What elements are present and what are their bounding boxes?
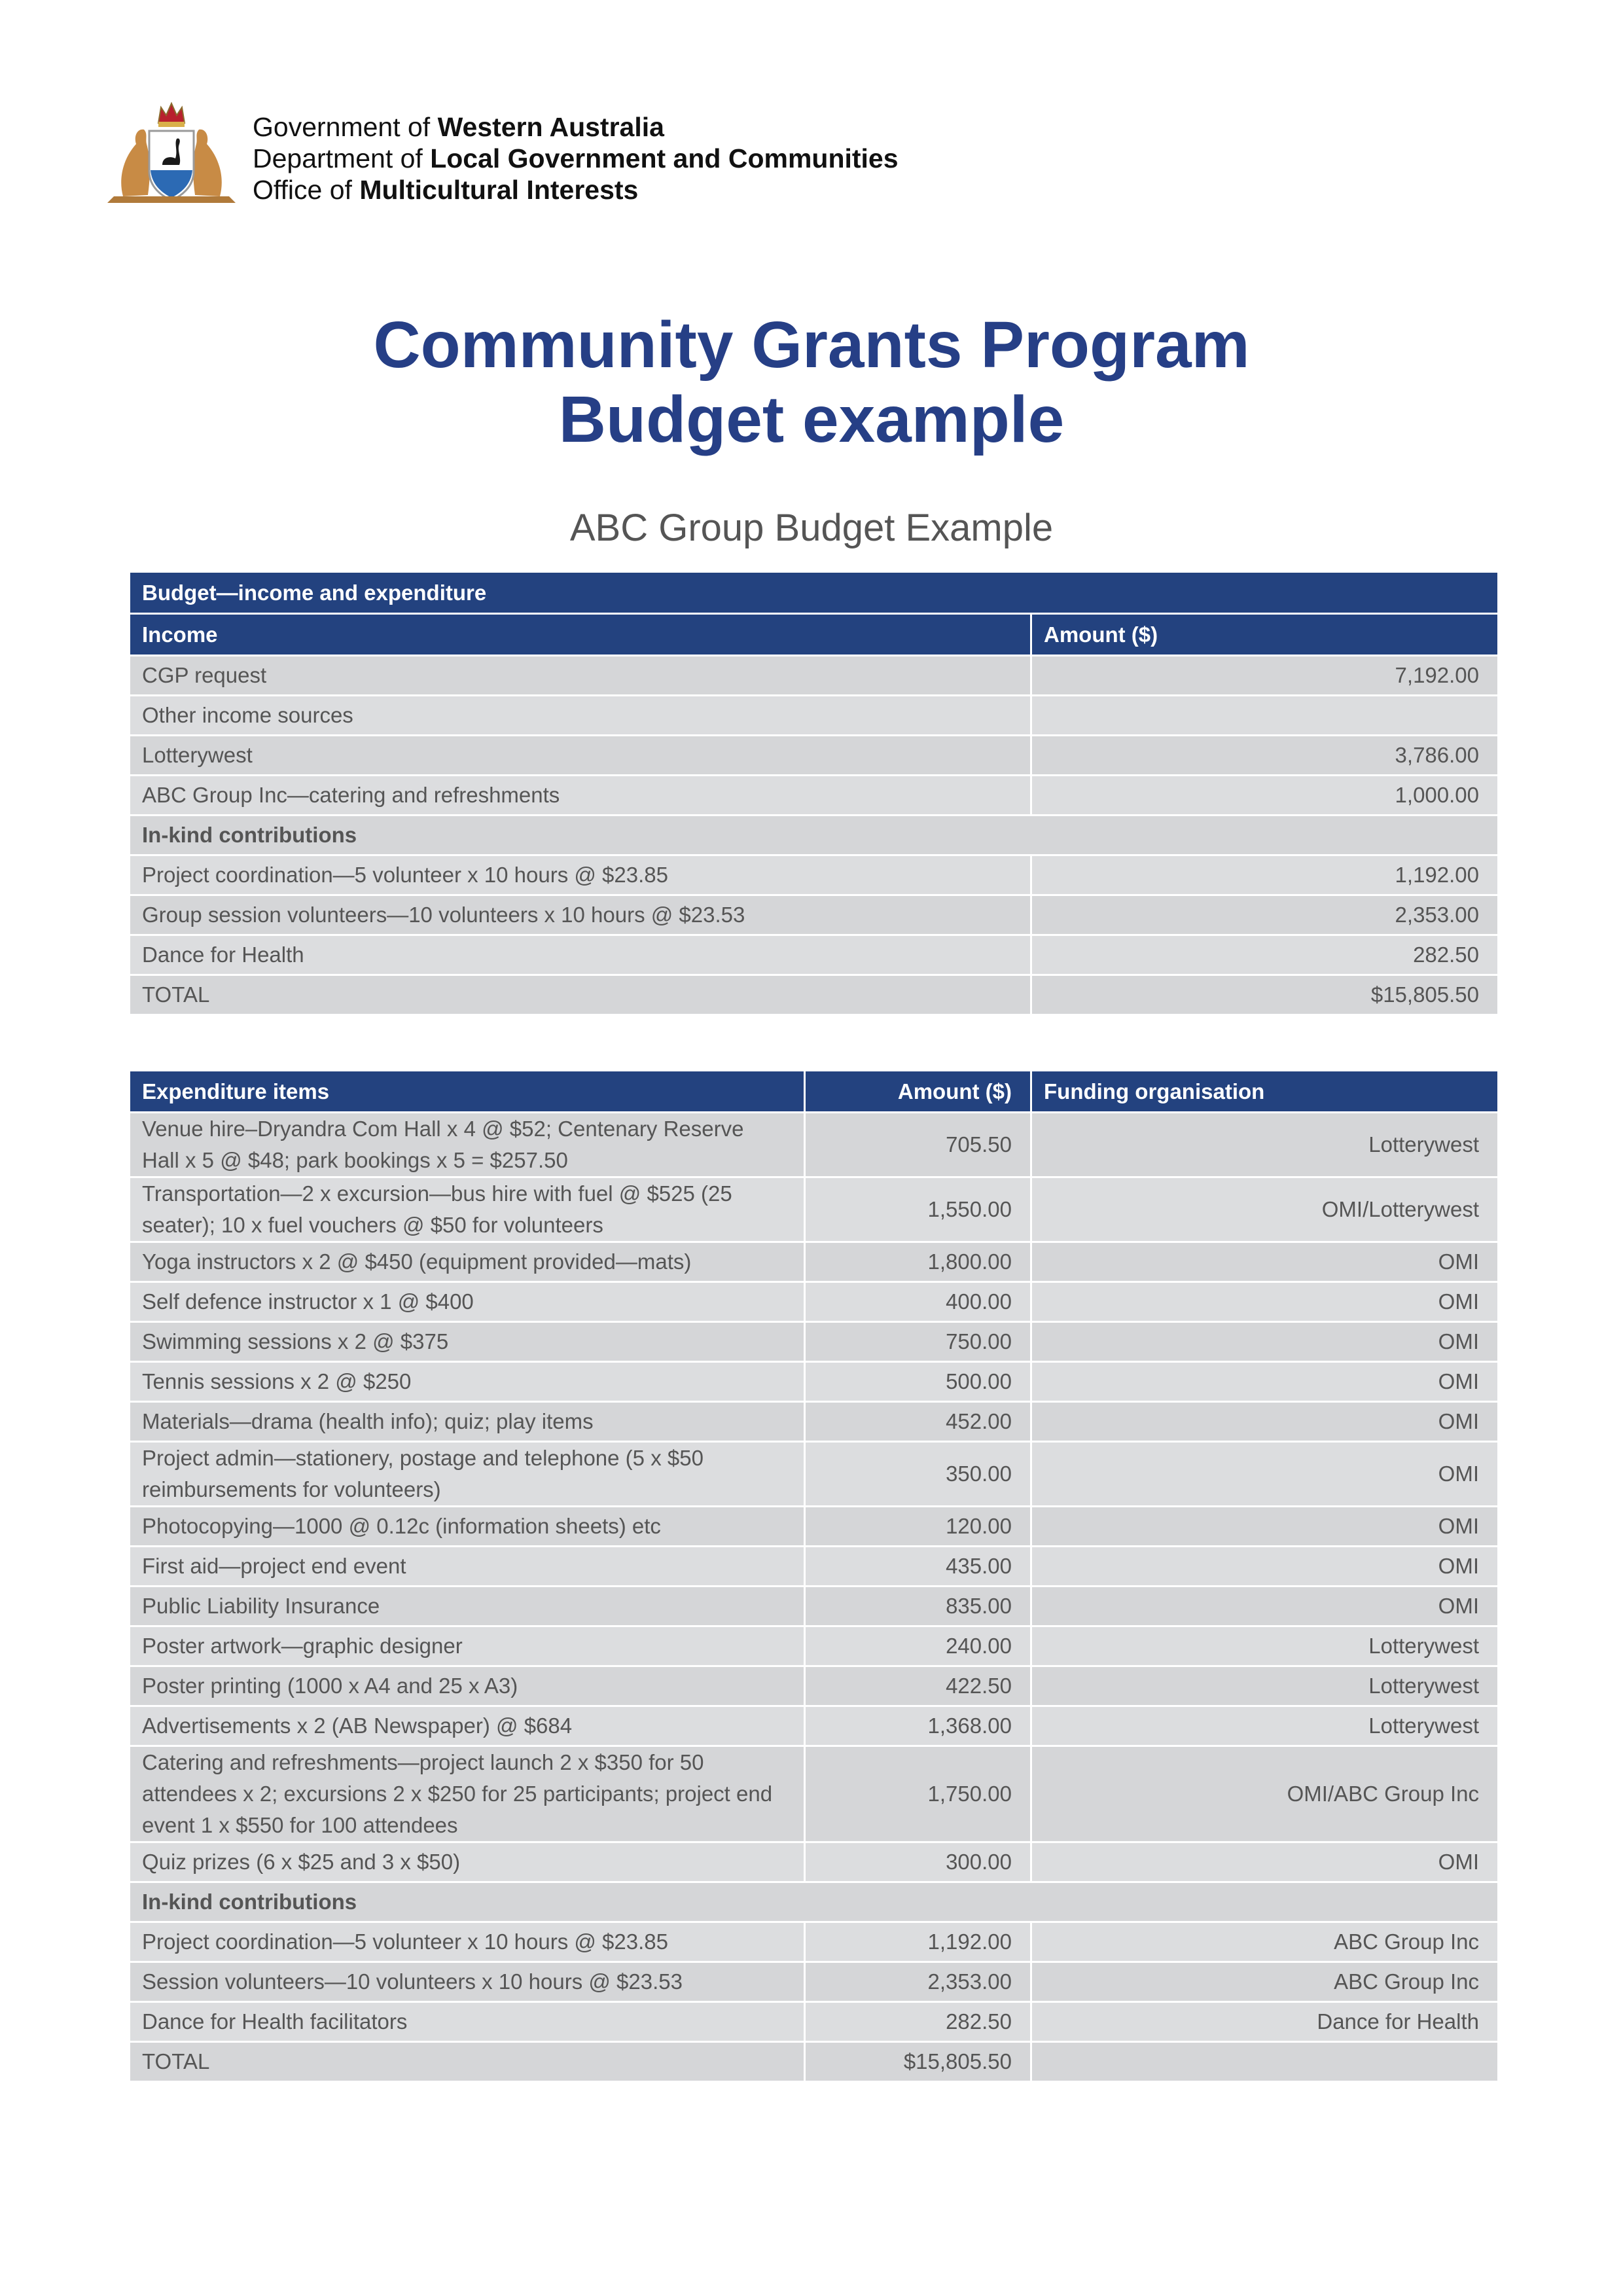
wa-coat-of-arms-logo xyxy=(98,98,245,208)
expenditure-amount: 350.00 xyxy=(805,1442,1031,1507)
gov-line-3-bold: Multicultural Interests xyxy=(359,175,639,205)
expenditure-item: Project coordination—5 volunteer x 10 hours @ $23.85 xyxy=(130,1922,805,1962)
amount-col-header: Amount ($) xyxy=(1031,614,1499,656)
expenditure-item: Advertisements x 2 (AB Newspaper) @ $684 xyxy=(130,1706,805,1746)
expenditure-amount: 422.50 xyxy=(805,1666,1031,1706)
expenditure-item: Venue hire–Dryandra Com Hall x 4 @ $52; Centenary Reserve Hall x 5 @ $48; park bookings x 5 = $257.50 xyxy=(130,1113,805,1177)
income-subheading-row xyxy=(130,816,1499,855)
income-amount: 1,000.00 xyxy=(1031,776,1499,816)
expenditure-item: Quiz prizes (6 x $25 and 3 x $50) xyxy=(130,1842,805,1882)
income-amount: $15,805.50 xyxy=(1031,975,1499,1015)
income-section-header xyxy=(130,572,1499,614)
funding-organisation: OMI xyxy=(1031,1242,1499,1282)
expenditure-row xyxy=(130,1113,1499,1177)
expenditure-row xyxy=(130,1842,1499,1882)
expenditure-amount: 435.00 xyxy=(805,1547,1031,1587)
expenditure-item: Public Liability Insurance xyxy=(130,1587,805,1626)
income-col-header: Income xyxy=(130,614,1031,656)
funding-organisation: OMI xyxy=(1031,1842,1499,1882)
expenditure-item: Yoga instructors x 2 @ $450 (equipment provided—mats) xyxy=(130,1242,805,1282)
expenditure-column-header xyxy=(130,1071,1499,1113)
gov-line-2-prefix: Department of xyxy=(253,143,431,173)
income-label: Other income sources xyxy=(130,696,1031,736)
expenditure-amount: 1,550.00 xyxy=(805,1177,1031,1242)
expenditure-amount: 2,353.00 xyxy=(805,1962,1031,2002)
gov-line-2-bold: Local Government and Communities xyxy=(430,143,899,173)
income-label: Project coordination—5 volunteer x 10 hours @ $23.85 xyxy=(130,855,1031,895)
income-amount: 3,786.00 xyxy=(1031,736,1499,776)
funding-organisation: Dance for Health xyxy=(1031,2002,1499,2042)
gov-line-2 xyxy=(253,143,899,174)
expenditure-row xyxy=(130,1402,1499,1442)
income-row xyxy=(130,776,1499,816)
page-title xyxy=(0,308,1623,457)
expenditure-item: Materials—drama (health info); quiz; play items xyxy=(130,1402,805,1442)
funding-organisation: OMI xyxy=(1031,1547,1499,1587)
expenditure-row xyxy=(130,1282,1499,1322)
expenditure-amount: 1,368.00 xyxy=(805,1706,1031,1746)
expenditure-item: Transportation—2 x excursion—bus hire with fuel @ $525 (25 seater); 10 x fuel vouchers @ $50 for volunteers xyxy=(130,1177,805,1242)
income-label: CGP request xyxy=(130,656,1031,696)
expenditure-amount: 1,800.00 xyxy=(805,1242,1031,1282)
expenditure-item: Dance for Health facilitators xyxy=(130,2002,805,2042)
funding-organisation: OMI xyxy=(1031,1402,1499,1442)
items-col-header: Expenditure items xyxy=(130,1071,805,1113)
amount-col-header: Amount ($) xyxy=(805,1071,1031,1113)
funding-organisation: ABC Group Inc xyxy=(1031,1962,1499,2002)
expenditure-amount: 750.00 xyxy=(805,1322,1031,1362)
income-amount: 2,353.00 xyxy=(1031,895,1499,935)
expenditure-amount: 400.00 xyxy=(805,1282,1031,1322)
total-label: TOTAL xyxy=(130,2042,805,2082)
expenditure-row xyxy=(130,1746,1499,1842)
expenditure-amount: 500.00 xyxy=(805,1362,1031,1402)
page-title-line-1: Community Grants Program xyxy=(373,308,1250,382)
gov-line-3-prefix: Office of xyxy=(253,175,360,205)
section-title-cell: Budget—income and expenditure xyxy=(130,572,1499,614)
expenditure-amount: 452.00 xyxy=(805,1402,1031,1442)
expenditure-subheading: In-kind contributions xyxy=(130,1882,1499,1922)
expenditure-row xyxy=(130,1177,1499,1242)
funding-organisation: OMI/ABC Group Inc xyxy=(1031,1746,1499,1842)
income-amount xyxy=(1031,696,1499,736)
funding-organisation: OMI xyxy=(1031,1587,1499,1626)
expenditure-item: Poster printing (1000 x A4 and 25 x A3) xyxy=(130,1666,805,1706)
income-amount: 282.50 xyxy=(1031,935,1499,975)
expenditure-amount: 705.50 xyxy=(805,1113,1031,1177)
expenditure-item: Swimming sessions x 2 @ $375 xyxy=(130,1322,805,1362)
income-subheading: In-kind contributions xyxy=(130,816,1499,855)
expenditure-amount: 1,192.00 xyxy=(805,1922,1031,1962)
income-row xyxy=(130,895,1499,935)
total-amount: $15,805.50 xyxy=(805,2042,1031,2082)
government-header xyxy=(253,111,899,206)
expenditure-row xyxy=(130,1706,1499,1746)
inkind-row xyxy=(130,1962,1499,2002)
income-row xyxy=(130,696,1499,736)
income-row xyxy=(130,736,1499,776)
expenditure-amount: 300.00 xyxy=(805,1842,1031,1882)
gov-line-1-prefix: Government of xyxy=(253,112,438,142)
funding-organisation: Lotterywest xyxy=(1031,1626,1499,1666)
funding-organisation: OMI xyxy=(1031,1282,1499,1322)
gov-line-3 xyxy=(253,174,899,206)
expenditure-item: Catering and refreshments—project launch 2 x $350 for 50 attendees x 2; excursions 2 x $250 for 25 participants; project end event 1 x $550 for 100 attendees xyxy=(130,1746,805,1842)
expenditure-item: First aid—project end event xyxy=(130,1547,805,1587)
expenditure-item: Poster artwork—graphic designer xyxy=(130,1626,805,1666)
funding-organisation: Lotterywest xyxy=(1031,1666,1499,1706)
funding-organisation: ABC Group Inc xyxy=(1031,1922,1499,1962)
income-label: TOTAL xyxy=(130,975,1031,1015)
expenditure-table xyxy=(128,1069,1499,2083)
funding-organisation: OMI xyxy=(1031,1442,1499,1507)
income-table xyxy=(128,571,1499,1016)
income-label: ABC Group Inc—catering and refreshments xyxy=(130,776,1031,816)
coat-of-arms-icon xyxy=(98,98,245,208)
income-row xyxy=(130,855,1499,895)
expenditure-item: Photocopying—1000 @ 0.12c (information sheets) etc xyxy=(130,1507,805,1547)
funding-organisation: OMI xyxy=(1031,1507,1499,1547)
expenditure-amount: 282.50 xyxy=(805,2002,1031,2042)
expenditure-item: Tennis sessions x 2 @ $250 xyxy=(130,1362,805,1402)
funding-organisation: OMI xyxy=(1031,1322,1499,1362)
expenditure-row xyxy=(130,1442,1499,1507)
page-subtitle: ABC Group Budget Example xyxy=(569,507,1054,549)
expenditure-row xyxy=(130,1322,1499,1362)
expenditure-row xyxy=(130,1626,1499,1666)
income-label: Lotterywest xyxy=(130,736,1031,776)
expenditure-total-row xyxy=(130,2042,1499,2082)
expenditure-amount: 240.00 xyxy=(805,1626,1031,1666)
expenditure-amount: 120.00 xyxy=(805,1507,1031,1547)
expenditure-amount: 835.00 xyxy=(805,1587,1031,1626)
total-funding xyxy=(1031,2042,1499,2082)
expenditure-item: Session volunteers—10 volunteers x 10 hours @ $23.53 xyxy=(130,1962,805,2002)
funding-col-header: Funding organisation xyxy=(1031,1071,1499,1113)
expenditure-row xyxy=(130,1547,1499,1587)
income-row xyxy=(130,975,1499,1015)
expenditure-row xyxy=(130,1362,1499,1402)
expenditure-amount: 1,750.00 xyxy=(805,1746,1031,1842)
expenditure-row xyxy=(130,1666,1499,1706)
expenditure-row xyxy=(130,1242,1499,1282)
income-row xyxy=(130,656,1499,696)
funding-organisation: OMI/Lotterywest xyxy=(1031,1177,1499,1242)
page-title-line-2: Budget example xyxy=(558,383,1065,456)
expenditure-item: Project admin—stationery, postage and telephone (5 x $50 reimbursements for volunteers) xyxy=(130,1442,805,1507)
funding-organisation: OMI xyxy=(1031,1362,1499,1402)
expenditure-row xyxy=(130,1587,1499,1626)
gov-line-1 xyxy=(253,111,899,143)
expenditure-item: Self defence instructor x 1 @ $400 xyxy=(130,1282,805,1322)
income-amount: 1,192.00 xyxy=(1031,855,1499,895)
inkind-row xyxy=(130,2002,1499,2042)
inkind-row xyxy=(130,1922,1499,1962)
income-amount: 7,192.00 xyxy=(1031,656,1499,696)
gov-line-1-bold: Western Australia xyxy=(437,112,664,142)
income-column-header xyxy=(130,614,1499,656)
income-label: Group session volunteers—10 volunteers x 10 hours @ $23.53 xyxy=(130,895,1031,935)
funding-organisation: Lotterywest xyxy=(1031,1113,1499,1177)
income-label: Dance for Health xyxy=(130,935,1031,975)
expenditure-row xyxy=(130,1507,1499,1547)
expenditure-subheading-row xyxy=(130,1882,1499,1922)
funding-organisation: Lotterywest xyxy=(1031,1706,1499,1746)
income-row xyxy=(130,935,1499,975)
